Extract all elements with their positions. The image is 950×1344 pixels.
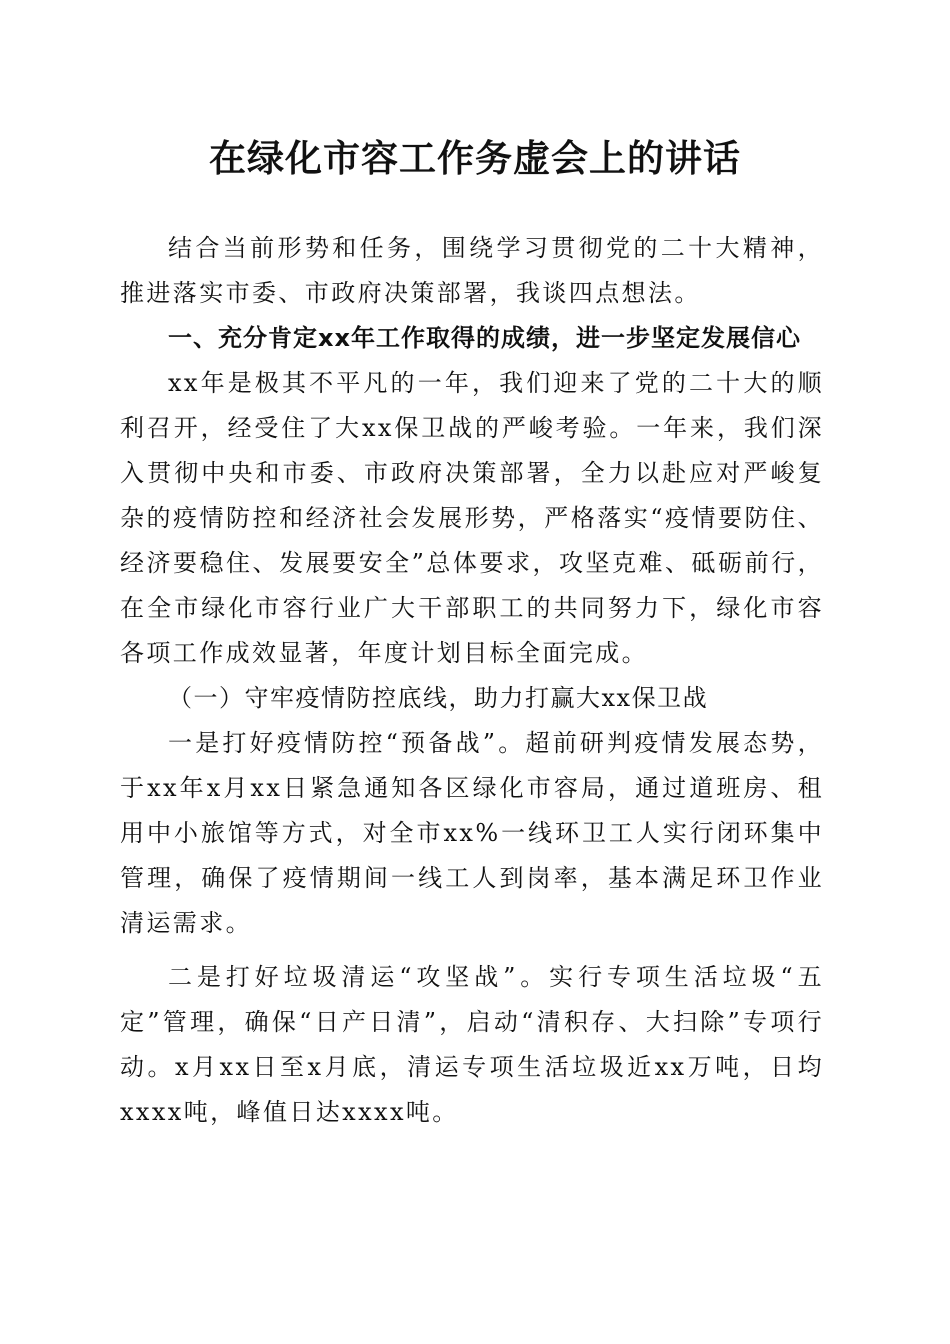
document-body xyxy=(120,226,824,1135)
document-title: 在绿化市容工作务虚会上的讲话 xyxy=(209,136,741,180)
epidemic-preparation-paragraph: 一是打好疫情防控“预备战”。超前研判疫情发展态势，于xx年x月xx日紧急通知各区绿化市容局，通过道班房、租用中小旅馆等方式，对全市xx%一线环卫工人实行闭环集中管理，确保了疫情期间一线工人到岗率，基本满足环卫作业清运需求。 xyxy=(120,729,824,937)
achievements-paragraph: xx年是极其不平凡的一年，我们迎来了党的二十大的顺利召开，经受住了大xx保卫战的严峻考验。一年来，我们深入贯彻中央和市委、市政府决策部署，全力以赴应对严峻复杂的疫情防控和经济社会发展形势，严格落实“疫情要防住、经济要稳住、发展要安全”总体要求，攻坚克难、砥砺前行，在全市绿化市容行业广大干部职工的共同努力下，绿化市容各项工作成效显著，年度计划目标全面完成。 xyxy=(120,369,824,667)
intro-paragraph: 结合当前形势和任务，围绕学习贯彻党的二十大精神，推进落实市委、市政府决策部署，我谈四点想法。 xyxy=(120,234,824,307)
garbage-clearance-paragraph: 二是打好垃圾清运“攻坚战”。实行专项生活垃圾“五定”管理，确保“日产日清”，启动“清积存、大扫除”专项行动。x月xx日至x月底，清运专项生活垃圾近xx万吨，日均xxxx吨，峰值日达xxxx吨。 xyxy=(120,963,824,1126)
subsection-heading-1: （一）守牢疫情防控底线，助力打赢大xx保卫战 xyxy=(168,684,709,712)
section-heading-1: 一、充分肯定xx年工作取得的成绩，进一步坚定发展信心 xyxy=(168,324,801,352)
